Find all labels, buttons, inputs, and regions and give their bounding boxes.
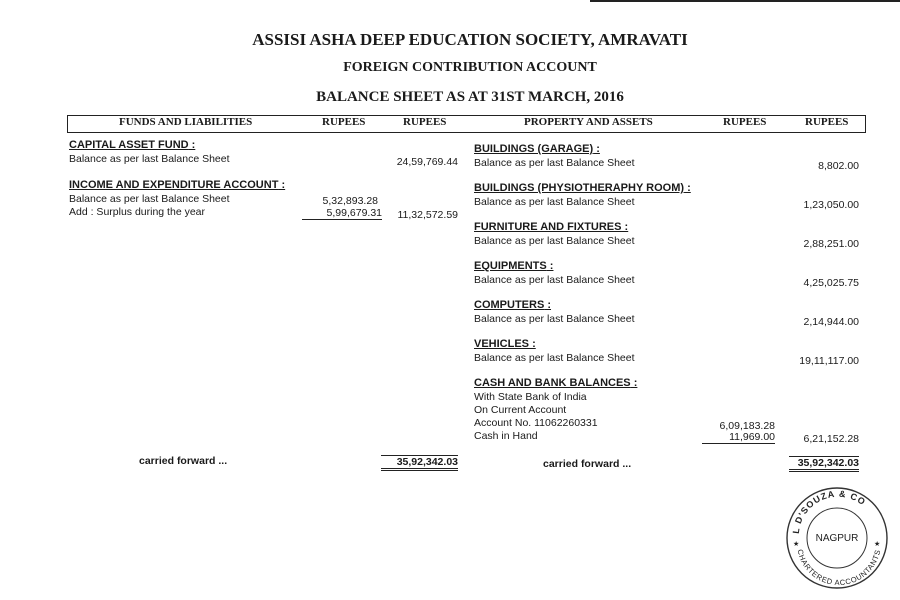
furniture-label: FURNITURE AND FIXTURES : <box>474 221 629 233</box>
right-total: 35,92,342.03 <box>789 456 859 472</box>
cash-bank-total: 6,21,152.28 <box>803 433 859 445</box>
stamp-city: NAGPUR <box>815 533 859 544</box>
equipments-line: Balance as per last Balance Sheet <box>474 274 635 286</box>
bank-line-1: With State Bank of India <box>474 391 587 403</box>
bank-line-3: Account No. 11062260331 <box>474 417 598 429</box>
ie-account-label: INCOME AND EXPENDITURE ACCOUNT : <box>69 179 286 191</box>
ie-balance-line: Balance as per last Balance Sheet <box>69 193 230 205</box>
stamp-firm-name: L D'SOUZA & CO <box>790 488 868 535</box>
auditor-stamp <box>785 486 889 590</box>
cash-hand-line: Cash in Hand <box>474 430 538 442</box>
left-carried-forward: carried forward ... <box>139 455 228 467</box>
bank-line-2: On Current Account <box>474 404 567 416</box>
ie-surplus-line: Add : Surplus during the year <box>69 206 205 218</box>
col-property-assets: PROPERTY AND ASSETS <box>524 116 653 128</box>
vehicles-label: VEHICLES : <box>474 338 536 350</box>
physio-label: BUILDINGS (PHYSIOTHERAPHY ROOM) : <box>474 182 691 194</box>
col-rupees-3: RUPEES <box>723 116 767 128</box>
computers-label: COMPUTERS : <box>474 299 552 311</box>
right-carried-forward: carried forward ... <box>543 458 632 470</box>
equipments-label: EQUIPMENTS : <box>474 260 554 272</box>
capital-fund-amount: 24,59,769.44 <box>396 156 458 168</box>
physio-amount: 1,23,050.00 <box>803 199 859 211</box>
org-title: ASSISI ASHA DEEP EDUCATION SOCIETY, AMRAVATI <box>252 30 688 49</box>
ie-balance-amount: 5,32,893.28 <box>322 195 378 207</box>
col-funds-liabilities: FUNDS AND LIABILITIES <box>119 116 253 128</box>
col-rupees-2: RUPEES <box>403 116 447 128</box>
computers-line: Balance as per last Balance Sheet <box>474 313 635 325</box>
garage-amount: 8,802.00 <box>818 160 859 172</box>
svg-text:L D'SOUZA & CO <box>791 489 868 535</box>
furniture-line: Balance as per last Balance Sheet <box>474 235 635 247</box>
account-title: FOREIGN CONTRIBUTION ACCOUNT <box>343 60 597 75</box>
bank-amount: 6,09,183.28 <box>719 420 775 432</box>
garage-label: BUILDINGS (GARAGE) : <box>474 143 600 155</box>
computers-amount: 2,14,944.00 <box>803 316 859 328</box>
stamp-role: CHARTERED ACCOUNTANTS <box>795 548 883 588</box>
cash-bank-label: CASH AND BANK BALANCES : <box>474 377 638 389</box>
garage-line: Balance as per last Balance Sheet <box>474 157 635 169</box>
vehicles-line: Balance as per last Balance Sheet <box>474 352 635 364</box>
cash-hand-amount: 11,969.00 <box>702 431 775 444</box>
physio-line: Balance as per last Balance Sheet <box>474 196 635 208</box>
sheet-title: BALANCE SHEET AS AT 31ST MARCH, 2016 <box>316 89 624 105</box>
capital-fund-label: CAPITAL ASSET FUND : <box>69 139 196 151</box>
ie-surplus-amount: 5,99,679.31 <box>302 207 382 220</box>
furniture-amount: 2,88,251.00 <box>803 238 859 250</box>
ie-total-amount: 11,32,572.59 <box>397 209 458 221</box>
scan-edge-line <box>590 0 900 2</box>
left-total: 35,92,342.03 <box>381 455 458 471</box>
stamp-star-right-icon: ★ <box>874 540 881 548</box>
col-rupees-4: RUPEES <box>805 116 849 128</box>
col-rupees-1: RUPEES <box>322 116 366 128</box>
stamp-star-left-icon: ★ <box>793 540 800 548</box>
equipments-amount: 4,25,025.75 <box>803 277 859 289</box>
vehicles-amount: 19,11,117.00 <box>799 355 859 367</box>
capital-fund-line: Balance as per last Balance Sheet <box>69 153 230 165</box>
